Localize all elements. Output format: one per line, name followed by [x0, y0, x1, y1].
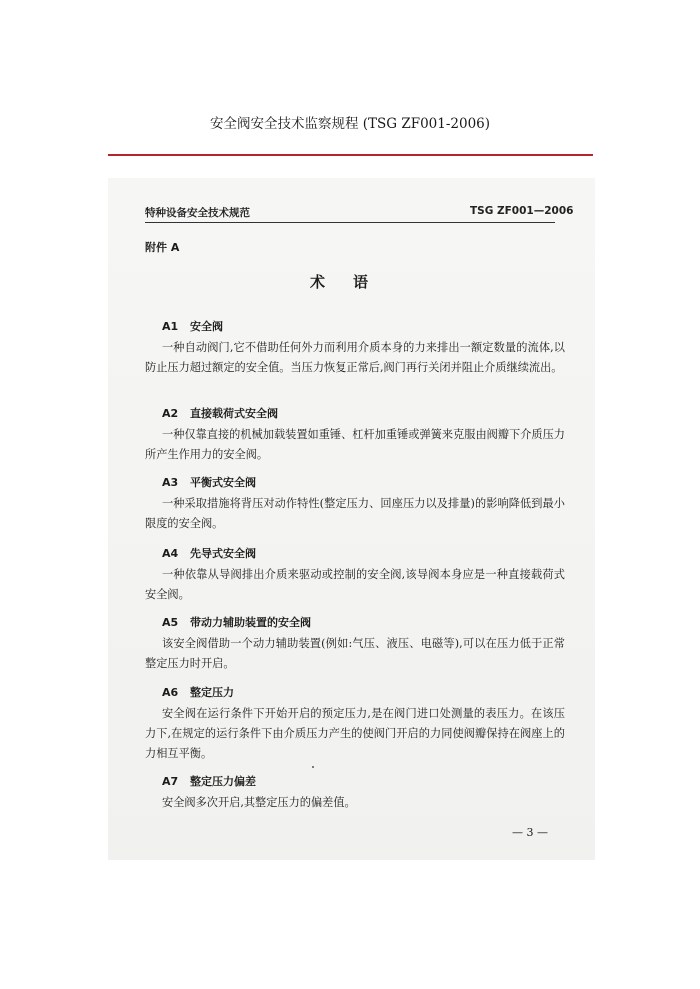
term-name: 直接载荷式安全阀: [190, 407, 278, 420]
term-heading: [162, 684, 565, 701]
section-title: 术语: [310, 273, 397, 291]
term-code: A7: [162, 775, 179, 788]
term-code: A1: [162, 320, 179, 333]
header-rule: [145, 222, 555, 223]
term-a4: [145, 545, 565, 605]
term-code: A6: [162, 686, 179, 699]
term-heading: [162, 318, 565, 335]
term-a2: [145, 405, 565, 465]
term-name: 先导式安全阀: [190, 547, 256, 560]
term-name: 整定压力偏差: [190, 775, 256, 788]
term-definition: 该安全阀借助一个动力辅助装置(例如:气压、液压、电磁等),可以在压力低于正常整定压力时开启。: [145, 637, 565, 670]
term-name: 平衡式安全阀: [190, 476, 256, 489]
term-a5: [145, 614, 565, 674]
term-heading: [162, 405, 565, 422]
term-definition: 一种自动阀门,它不借助任何外力而利用介质本身的力来排出一额定数量的流体,以防止压力超过额定的安全值。当压力恢复正常后,阀门再行关闭并阻止介质继续流出。: [145, 341, 565, 374]
term-definition: 一种采取措施将背压对动作特性(整定压力、回座压力以及排量)的影响降低到最小限度的安全阀。: [145, 497, 565, 530]
term-definition: 安全阀在运行条件下开始开启的预定压力,是在阀门进口处测量的表压力。在该压力下,在规定的运行条件下由介质压力产生的使阀门开启的力同使阀瓣保持在阀座上的力相互平衡。: [145, 707, 565, 760]
term-heading: [162, 545, 565, 562]
term-a6: [145, 684, 565, 764]
term-definition: 安全阀多次开启,其整定压力的偏差值。: [162, 796, 356, 809]
scan-speck: [312, 766, 314, 768]
term-code: A2: [162, 407, 179, 420]
title-divider: [108, 154, 593, 156]
page-header-right: TSG ZF001—2006: [470, 205, 574, 217]
term-heading: [162, 773, 565, 790]
term-a3: [145, 474, 565, 534]
term-code: A3: [162, 476, 179, 489]
term-definition: 一种依靠从导阀排出介质来驱动或控制的安全阀,该导阀本身应是一种直接载荷式安全阀。: [145, 568, 565, 601]
term-name: 带动力辅助装置的安全阀: [190, 616, 311, 629]
term-heading: [162, 614, 565, 631]
document-title: 安全阀安全技术监察规程 (TSG ZF001-2006): [209, 116, 491, 132]
term-code: A5: [162, 616, 179, 629]
term-name: 安全阀: [190, 320, 223, 333]
page-header-left: 特种设备安全技术规范: [145, 207, 250, 219]
term-code: A4: [162, 547, 179, 560]
term-a1: [145, 318, 565, 378]
term-a7: [145, 773, 565, 813]
page-number: — 3 —: [512, 826, 548, 839]
appendix-label: 附件 A: [145, 241, 180, 254]
term-heading: [162, 474, 565, 491]
term-definition: 一种仅靠直接的机械加载装置如重锤、杠杆加重锤或弹簧来克服由阀瓣下介质压力所产生作用力的安全阀。: [145, 428, 565, 461]
term-name: 整定压力: [190, 686, 234, 699]
